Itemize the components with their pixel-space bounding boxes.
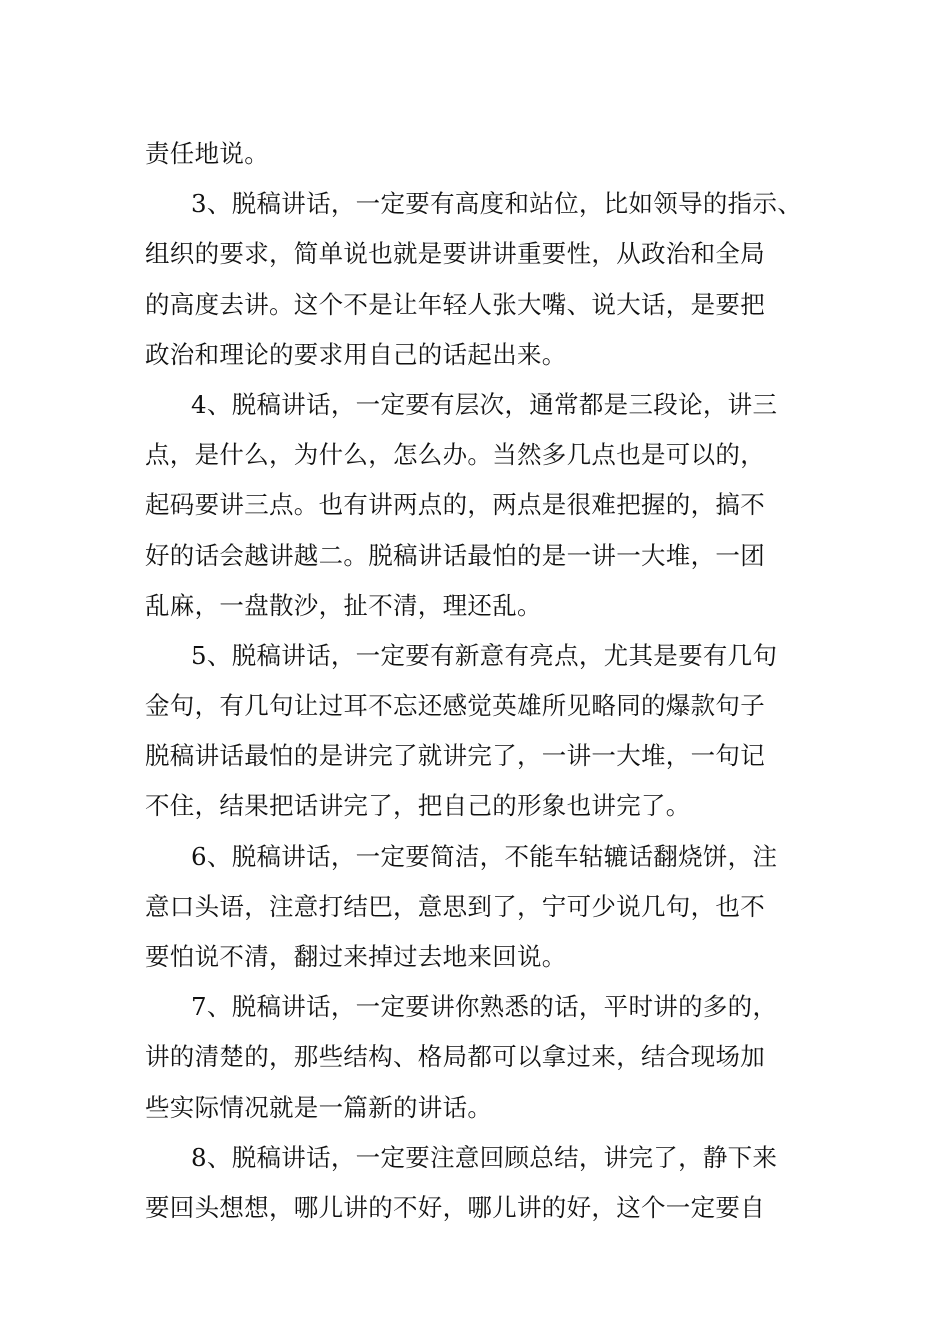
paragraph-first-line: 3、脱稿讲话，一定要有高度和站位，比如领导的指示、 (191, 189, 803, 219)
paragraph-first-line: 4、脱稿讲话，一定要有层次，通常都是三段论，讲三 (191, 389, 778, 419)
text-line: 金句，有几句让过耳不忘还感觉英雄所见略同的爆款句子 (145, 691, 765, 721)
text-line: 政治和理论的要求用自己的话起出来。 (145, 339, 567, 369)
paragraph-first-line: 5、脱稿讲话，一定要有新意有亮点，尤其是要有几句 (191, 640, 778, 670)
text-line: 要回头想想，哪儿讲的不好，哪儿讲的好，这个一定要自 (145, 1192, 765, 1222)
text-line: 好的话会越讲越二。脱稿讲话最怕的是一讲一大堆，一团 (145, 540, 765, 570)
text-line: 不住，结果把话讲完了，把自己的形象也讲完了。 (145, 791, 691, 821)
text-line: 些实际情况就是一篇新的讲话。 (145, 1092, 493, 1122)
text-line: 的高度去讲。这个不是让年轻人张大嘴、说大话，是要把 (145, 289, 765, 319)
paragraph-first-line: 8、脱稿讲话，一定要注意回顾总结，讲完了，静下来 (191, 1142, 778, 1172)
text-line: 起码要讲三点。也有讲两点的，两点是很难把握的，搞不 (145, 490, 765, 520)
text-line: 脱稿讲话最怕的是讲完了就讲完了，一讲一大堆，一句记 (145, 741, 765, 771)
paragraph-first-line: 6、脱稿讲话，一定要简洁，不能车轱辘话翻烧饼，注 (191, 841, 778, 871)
text-line: 讲的清楚的，那些结构、格局都可以拿过来，结合现场加 (145, 1042, 765, 1072)
body-text (145, 129, 825, 1233)
text-line: 点，是什么，为什么，怎么办。当然多几点也是可以的， (145, 440, 765, 470)
paragraph-first-line: 7、脱稿讲话，一定要讲你熟悉的话，平时讲的多的， (191, 992, 778, 1022)
text-line: 要怕说不清，翻过来掉过去地来回说。 (145, 942, 567, 971)
text-line: 组织的要求，简单说也就是要讲讲重要性，从政治和全局 (145, 239, 765, 269)
text-line: 责任地说。 (145, 139, 269, 168)
text-line: 乱麻，一盘散沙，扯不清，理还乱。 (145, 590, 542, 620)
text-line: 意口头语，注意打结巴，意思到了，宁可少说几句，也不 (145, 891, 765, 921)
